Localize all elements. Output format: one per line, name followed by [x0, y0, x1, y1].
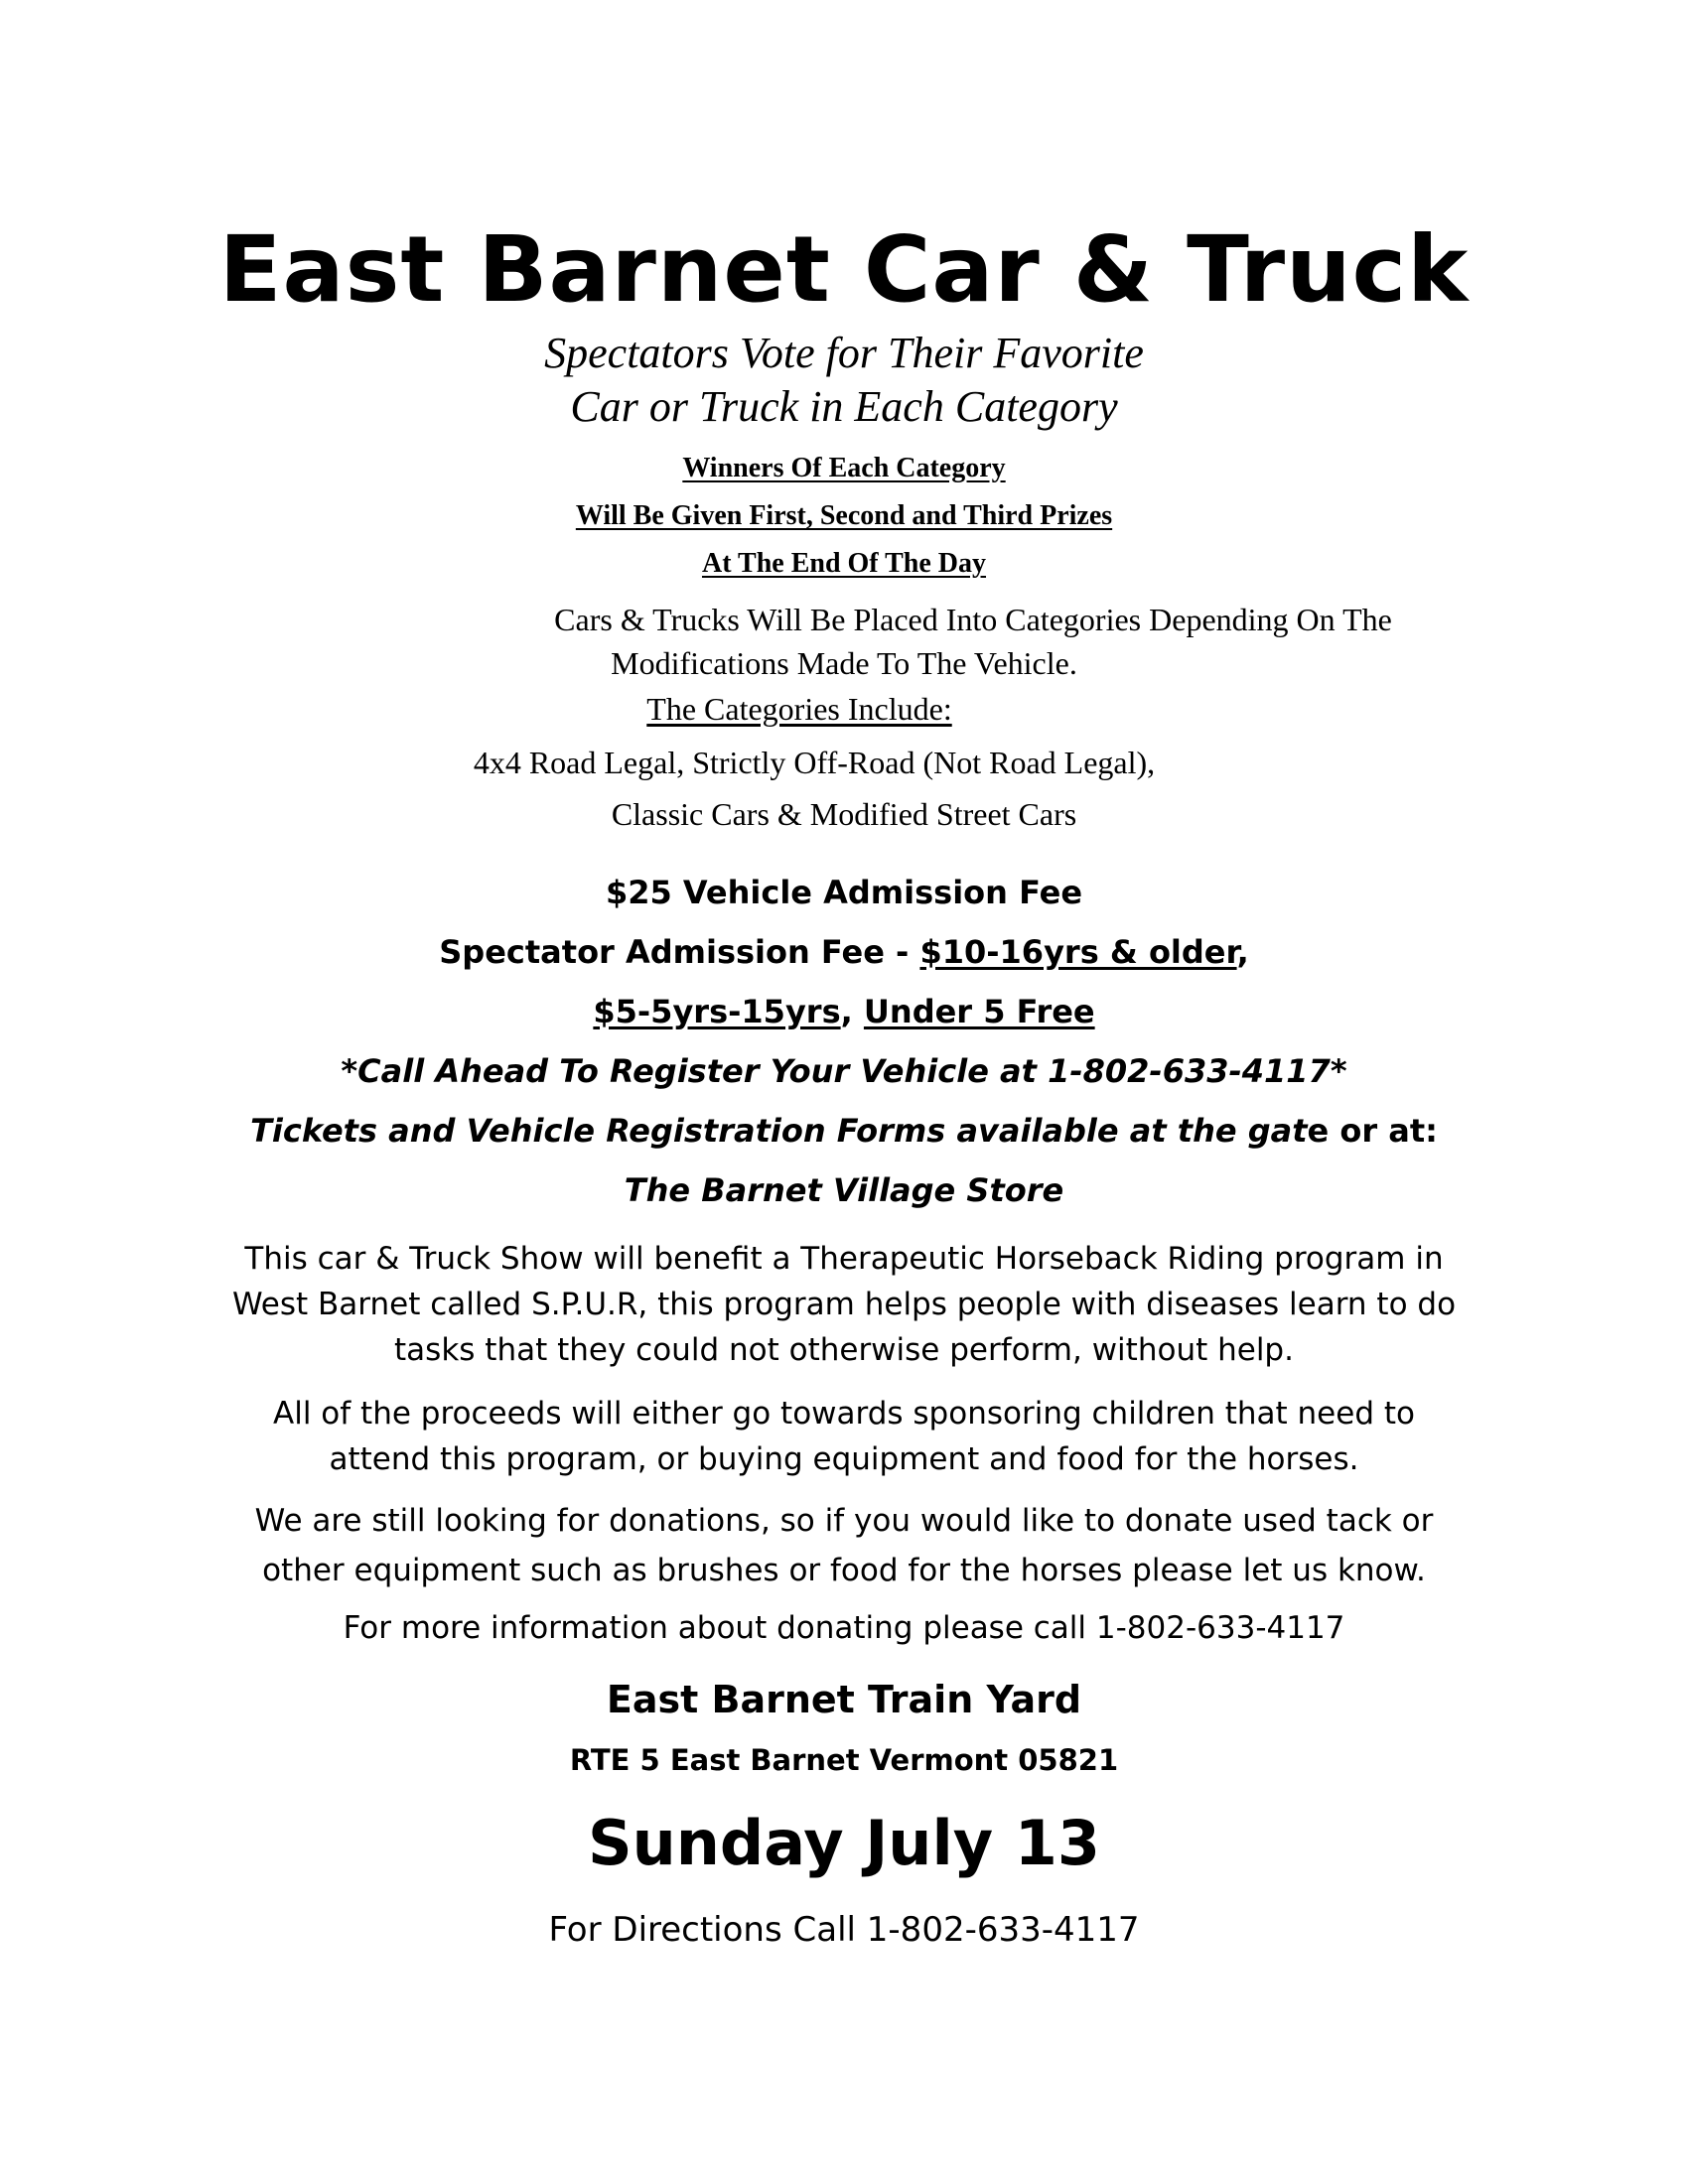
- youth-child-fees: $5-5yrs-15yrs, Under 5 Free: [593, 993, 1095, 1030]
- vehicle-admission-fee: $25 Vehicle Admission Fee: [605, 874, 1083, 911]
- flyer-title: East Barnet Car & Truck: [218, 216, 1470, 323]
- youth-fee: $5-5yrs-15yrs: [593, 993, 841, 1030]
- call-ahead-notice: *Call Ahead To Register Your Vehicle at 1-802-633-4117*: [341, 1052, 1347, 1090]
- benefit-line-3: tasks that they could not otherwise perform, without help.: [394, 1332, 1294, 1368]
- proceeds-line-2: attend this program, or buying equipment and food for the horses.: [329, 1441, 1359, 1477]
- winners-line-3: At The End Of The Day: [701, 548, 987, 579]
- venue-address: RTE 5 East Barnet Vermont 05821: [569, 1743, 1119, 1777]
- child-fee: Under 5 Free: [863, 993, 1095, 1030]
- subtitle-line-1: Spectators Vote for Their Favorite: [544, 329, 1144, 377]
- donate-info: For more information about donating please call 1-802-633-4117: [343, 1610, 1345, 1646]
- tickets-info: Tickets and Vehicle Registration Forms available at the gate or at:: [250, 1112, 1438, 1150]
- spectator-admission-fee: Spectator Admission Fee - $10-16yrs & older,: [439, 933, 1249, 971]
- benefit-line-2: West Barnet called S.P.U.R, this program helps people with diseases learn to do: [231, 1287, 1457, 1322]
- donations-line-1: We are still looking for donations, so if you would like to donate used tack or: [254, 1503, 1434, 1539]
- categories-heading: The Categories Include:: [646, 691, 952, 727]
- venue-name: East Barnet Train Yard: [606, 1678, 1082, 1721]
- event-date: Sunday July 13: [588, 1807, 1100, 1879]
- categories-intro-line-1: Cars & Trucks Will Be Placed Into Categories Depending On The: [554, 602, 1392, 637]
- adult-fee: $10-16yrs & older: [919, 933, 1237, 971]
- proceeds-line-1: All of the proceeds will either go towards sponsoring children that need to: [273, 1396, 1415, 1432]
- categories-list-line-2: Classic Cars & Modified Street Cars: [611, 796, 1077, 832]
- benefit-line-1: This car & Truck Show will benefit a Therapeutic Horseback Riding program in: [244, 1241, 1444, 1277]
- subtitle-line-2: Car or Truck in Each Category: [570, 382, 1118, 431]
- donations-line-2: other equipment such as brushes or food for the horses please let us know.: [262, 1553, 1426, 1588]
- winners-line-2: Will Be Given First, Second and Third Prizes: [575, 500, 1113, 531]
- categories-intro-line-2: Modifications Made To The Vehicle.: [611, 645, 1077, 681]
- store-name: The Barnet Village Store: [624, 1171, 1064, 1209]
- directions-info: For Directions Call 1-802-633-4117: [548, 1910, 1140, 1950]
- categories-list-line-1: 4x4 Road Legal, Strictly Off-Road (Not Road Legal),: [473, 745, 1156, 780]
- winners-line-1: Winners Of Each Category: [682, 453, 1006, 483]
